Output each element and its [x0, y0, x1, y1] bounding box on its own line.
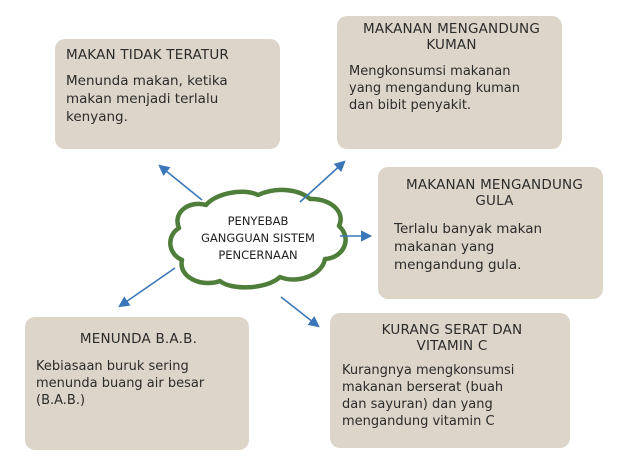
card-title-line: KURANG SERAT DAN	[381, 322, 523, 338]
card-body-line: dan sayuran) dan yang	[342, 397, 493, 412]
card-title-line: GULA	[475, 193, 514, 209]
card-body	[66, 72, 270, 126]
card-body	[394, 220, 595, 274]
center-label-line: PENCERNAAN	[218, 248, 298, 262]
card-title	[36, 331, 241, 347]
card-body-line: kenyang.	[66, 109, 128, 125]
card-body-line: Menunda makan, ketika	[66, 73, 228, 89]
card-menunda-bab	[25, 317, 249, 450]
card-body	[349, 63, 554, 114]
card-body	[342, 362, 562, 430]
card-title	[342, 322, 562, 354]
card-body-line: makan menjadi terlalu	[66, 91, 219, 107]
card-body-line: mengandung gula.	[394, 257, 522, 273]
card-title	[349, 21, 554, 53]
arrow-to-makan-tidak-teratur	[160, 166, 202, 200]
card-body-line: Kurangnya mengkonsumsi	[342, 363, 515, 378]
card-title-line: VITAMIN C	[416, 338, 488, 354]
center-node-label	[188, 213, 328, 264]
card-makanan-mengandung-gula	[378, 167, 603, 299]
card-body-line: Kebiasaan buruk sering	[36, 359, 189, 374]
card-body	[36, 358, 241, 409]
card-body-line: (B.A.B.)	[36, 393, 86, 408]
card-title-line: MENUNDA B.A.B.	[79, 331, 198, 347]
card-body-line: menunda buang air besar	[36, 376, 205, 391]
card-title-line: MAKAN TIDAK TERATUR	[66, 47, 229, 63]
card-title-line: MAKANAN MENGANDUNG	[363, 21, 540, 37]
card-title	[394, 177, 595, 209]
card-kurang-serat-vitamin-c	[330, 313, 570, 448]
card-makan-tidak-teratur	[55, 39, 280, 149]
card-body-line: Terlalu banyak makan	[394, 221, 543, 237]
card-body-line: makanan yang	[394, 239, 495, 255]
center-label-line: PENYEBAB	[227, 214, 289, 228]
card-makanan-mengandung-kuman	[337, 16, 562, 149]
card-title-line: MAKANAN MENGANDUNG	[406, 177, 583, 193]
center-label-line: GANGGUAN SISTEM	[201, 231, 315, 245]
card-title-line: KUMAN	[426, 37, 477, 53]
card-body-line: yang mengandung kuman	[349, 81, 520, 96]
card-body-line: makanan berserat (buah	[342, 380, 504, 395]
card-body-line: dan bibit penyakit.	[349, 98, 472, 113]
card-body-line: mengandung vitamin C	[342, 414, 495, 429]
arrow-to-kurang-serat	[281, 297, 318, 326]
card-body-line: Mengkonsumsi makanan	[349, 64, 511, 79]
card-title	[66, 47, 270, 63]
arrow-to-menunda-bab	[120, 268, 175, 306]
arrow-to-makanan-kuman	[300, 162, 344, 202]
